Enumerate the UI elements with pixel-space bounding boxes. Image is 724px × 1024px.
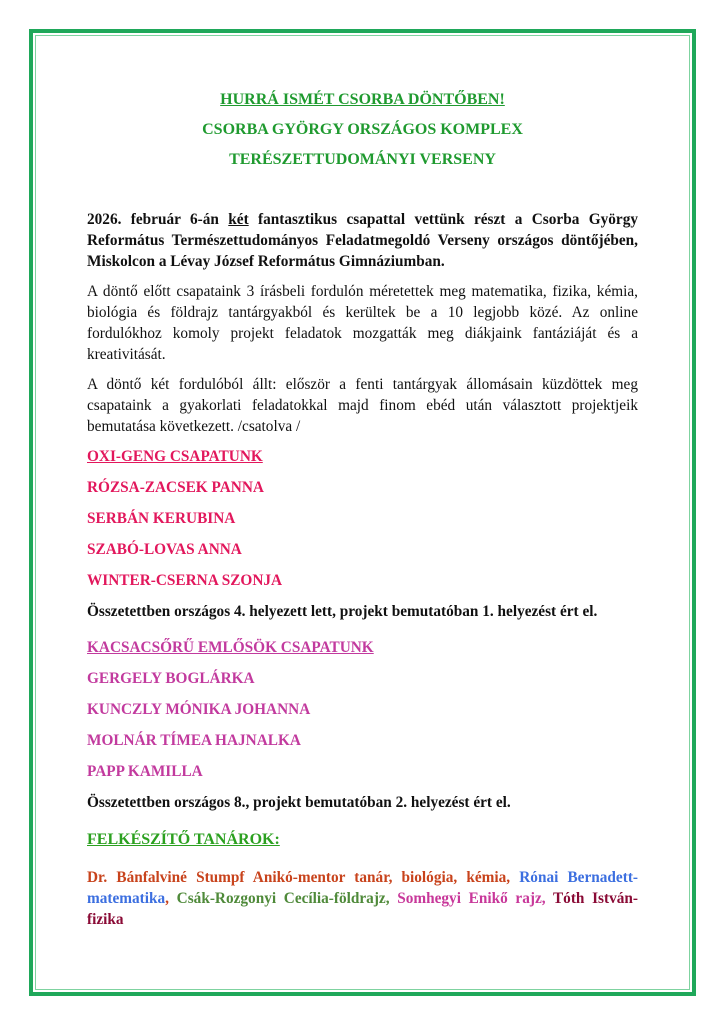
team1-member: RÓZSA-ZACSEK PANNA (87, 479, 264, 496)
intro-paragraph (87, 209, 638, 272)
intro-text-end: fantasztikus csapattal vettünk részt a Csorba György Református Természettudományos Feladatmegoldó Verseny országos döntőjében, Miskolcon a Lévay József Református Gimnáziumban. (87, 211, 638, 270)
rounds-paragraph: A döntő előtt csapataink 3 írásbeli fordulón méretettek meg matematika, fizika, kémia, biológia és földrajz tantárgyakból és kerültek be a 10 legjobb közé. Az online fordulókhoz komoly projekt feladatok mozgatták meg diákjaink fantáziáját és a kreativitását. (87, 283, 638, 363)
document-content (87, 85, 638, 945)
intro-text-start: 2026. február 6-án (87, 211, 229, 228)
intro-emphasis: két (228, 211, 249, 228)
final-paragraph: A döntő két fordulóból állt: először a fenti tantárgyak állomásain küzdöttek meg csapataink a gyakorlati feladatokkal majd finom ebéd után választott projektjeik bemutatása következett. /csatolva / (87, 376, 638, 435)
teacher-ronai: Rónai Bernadett-matematika (87, 868, 639, 907)
headline: HURRÁ ISMÉT CSORBA DÖNTŐBEN! (220, 91, 505, 108)
teacher-somhegyi: Somhegyi Enikő rajz, (397, 889, 546, 907)
team2-member: MOLNÁR TÍMEA HAJNALKA (87, 732, 301, 750)
teacher-banfalvine: Dr. Bánfalviné Stumpf Anikó-mentor tanár, biológia, kémia, (87, 868, 511, 886)
team1-member: WINTER-CSERNA SZONJA (87, 572, 283, 589)
teacher-toth: Tóth István-fizika (87, 889, 638, 928)
separator: , (165, 889, 169, 907)
team1-heading: OXI-GENG CSAPATUNK (87, 448, 263, 465)
team2-result: Összetettben országos 8., projekt bemutatóban 2. helyezést ért el. (87, 794, 511, 812)
team1-member: SERBÁN KERUBINA (87, 510, 236, 527)
team2-member: PAPP KAMILLA (87, 763, 203, 781)
competition-title-line1: CSORBA GYÖRGY ORSZÁGOS KOMPLEX (202, 121, 523, 138)
team1-member: SZABÓ-LOVAS ANNA (87, 541, 242, 558)
team1-result: Összetettben országos 4. helyezett lett, projekt bemutatóban 1. helyezést ért el. (87, 603, 598, 620)
teachers-heading: FELKÉSZÍTŐ TANÁROK: (87, 830, 280, 848)
teachers-list (87, 867, 638, 930)
competition-title-line2: TERÉSZETTUDOMÁNYI VERSENY (229, 151, 496, 168)
team2-member: GERGELY BOGLÁRKA (87, 670, 255, 688)
team2-heading: KACSACSŐRŰ EMLŐSÖK CSAPATUNK (87, 639, 374, 657)
teacher-csak-rozgonyi: Csák-Rozgonyi Cecília-földrajz, (176, 889, 390, 907)
team2-member: KUNCZLY MÓNIKA JOHANNA (87, 701, 311, 719)
